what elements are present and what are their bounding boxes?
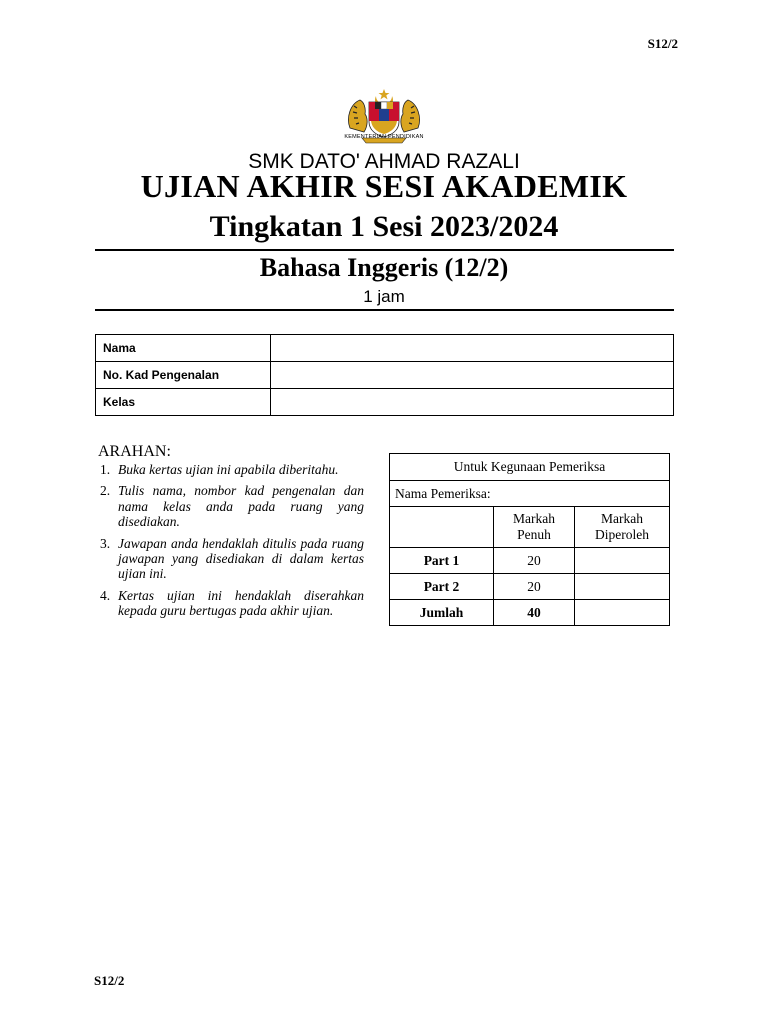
divider-top [95, 249, 674, 251]
total-label: Jumlah [390, 600, 494, 626]
obtained-marks-cell[interactable] [575, 574, 670, 600]
instruction-item [100, 483, 364, 529]
instruction-text: Buka kertas ujian ini apabila diberitahu. [118, 462, 339, 477]
instruction-text: Tulis nama, nombor kad pengenalan dan nama kelas anda pada ruang yang disediakan. [118, 483, 364, 530]
instructions-heading: ARAHAN: [98, 443, 171, 460]
instruction-item [100, 536, 364, 582]
exam-subtitle: Tingkatan 1 Sesi 2023/2024 [209, 210, 559, 243]
candidate-label-name: Nama [96, 335, 271, 362]
school-name: SMK DATO' AHMAD RAZALI [248, 150, 520, 173]
blank-header-cell [390, 507, 494, 548]
total-obtained-marks-cell[interactable] [575, 600, 670, 626]
instructions-list [100, 462, 364, 625]
marks-row-total [390, 600, 670, 626]
candidate-field-ic[interactable] [271, 362, 674, 389]
instruction-item [100, 588, 364, 619]
candidate-label-class: Kelas [96, 389, 271, 416]
part-label: Part 1 [390, 548, 494, 574]
obtained-marks-cell[interactable] [575, 548, 670, 574]
divider-bottom [95, 309, 674, 311]
instruction-number: 3. [100, 535, 111, 551]
candidate-label-ic: No. Kad Pengenalan [96, 362, 271, 389]
candidate-row-name [96, 335, 674, 362]
candidate-row-class [96, 389, 674, 416]
col-header-full-marks: Markah Penuh [494, 507, 575, 548]
exam-title: UJIAN AKHIR SESI AKADEMIK [140, 168, 628, 204]
candidate-field-name[interactable] [271, 335, 674, 362]
ministry-crest-logo [336, 88, 432, 148]
instruction-text: Kertas ujian ini hendaklah diserahkan kepada guru bertugas pada akhir ujian. [118, 587, 364, 619]
full-marks-value: 20 [494, 548, 575, 574]
paper-code-bottom: S12/2 [94, 973, 125, 988]
examiner-name-field[interactable]: Nama Pemeriksa: [390, 481, 670, 507]
candidate-info-table [95, 334, 674, 416]
paper-code-top: S12/2 [647, 36, 678, 51]
examiner-table [389, 453, 670, 626]
instruction-number: 4. [100, 587, 111, 603]
col-header-obtained-marks: Markah Diperoleh [575, 507, 670, 548]
marks-row-part1 [390, 548, 670, 574]
ministry-caption: KEMENTERIAN PENDIDIKAN [344, 134, 424, 140]
instruction-item [100, 462, 364, 477]
total-full-marks-value: 40 [494, 600, 575, 626]
instruction-number: 1. [100, 462, 111, 477]
candidate-field-class[interactable] [271, 389, 674, 416]
exam-duration: 1 jam [363, 287, 405, 306]
candidate-row-ic [96, 362, 674, 389]
marks-row-part2 [390, 574, 670, 600]
instruction-number: 2. [100, 483, 111, 499]
instruction-text: Jawapan anda hendaklah ditulis pada ruang jawapan yang disediakan di dalam kertas ujian ini. [118, 535, 364, 582]
part-label: Part 2 [390, 574, 494, 600]
examiner-table-header: Untuk Kegunaan Pemeriksa [390, 454, 670, 481]
subject-title: Bahasa Inggeris (12/2) [259, 253, 509, 282]
full-marks-value: 20 [494, 574, 575, 600]
